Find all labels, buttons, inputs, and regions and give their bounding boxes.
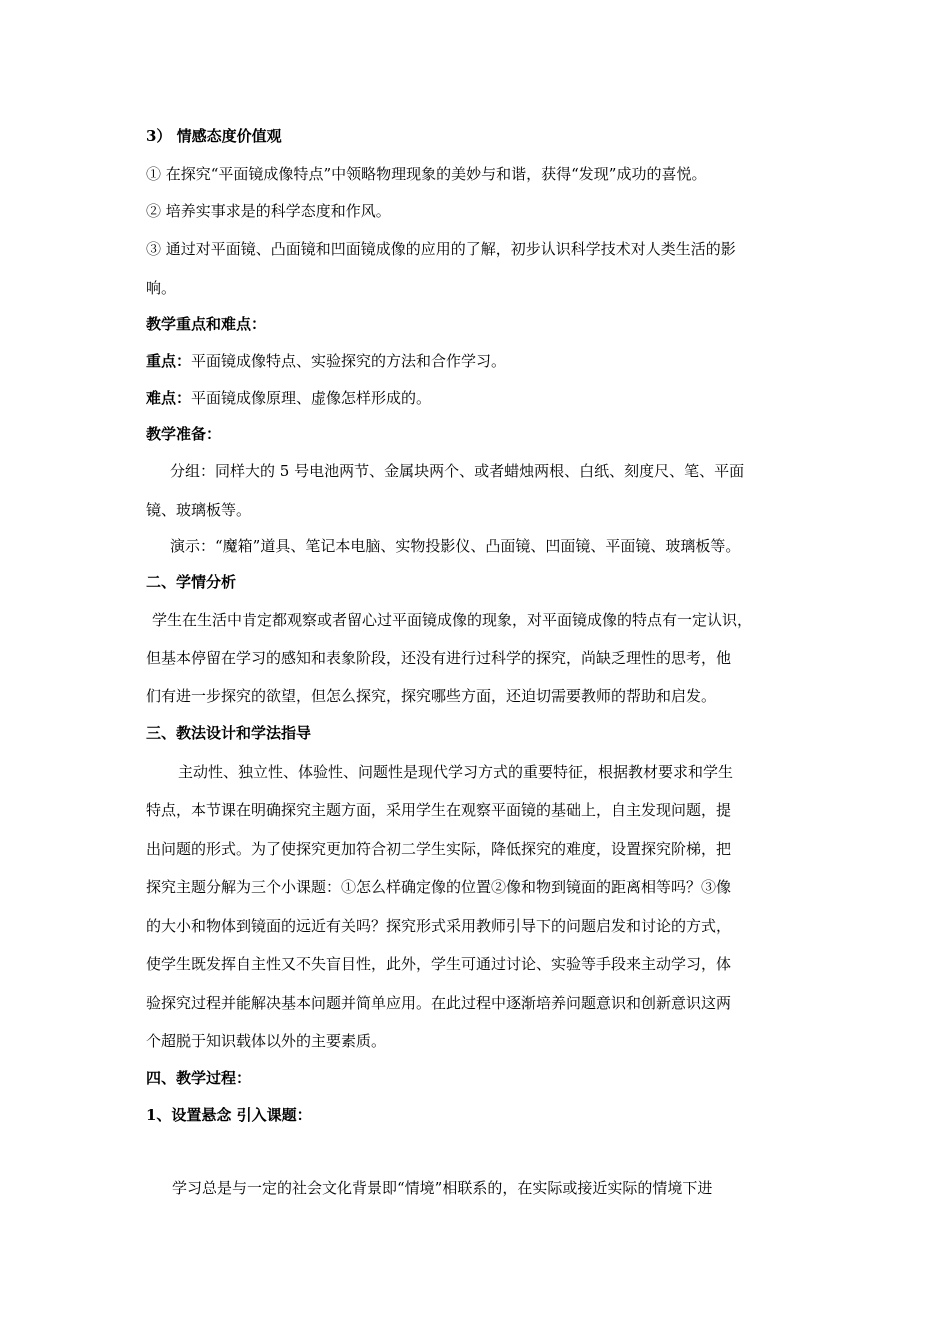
paragraph-line: 主动性、独立性、体验性、问题性是现代学习方式的重要特征，根据教材要求和学生 bbox=[178, 763, 734, 781]
key-point-text: 平面镜成像特点、实验探究的方法和合作学习。 bbox=[191, 352, 507, 370]
section-heading-method-design: 三、教法设计和学法指导 bbox=[146, 724, 312, 742]
paragraph-line: 们有进一步探究的欲望，但怎么探究，探究哪些方面，还迫切需要教师的帮助和启发。 bbox=[146, 687, 717, 705]
paragraph-line: 的大小和物体到镜面的远近有关吗？探究形式采用教师引导下的问题启发和讨论的方式， bbox=[146, 917, 732, 935]
paragraph-line: 学生在生活中肯定都观察或者留心过平面镜成像的现象，对平面镜成像的特点有一定认识， bbox=[152, 611, 753, 629]
paragraph-line: 特点，本节课在明确探究主题方面，采用学生在观察平面镜的基础上，自主发现问题，提 bbox=[146, 801, 732, 819]
paragraph-line: ③ 通过对平面镜、凸面镜和凹面镜成像的应用的了解，初步认识科学技术对人类生活的影 bbox=[146, 240, 736, 258]
paragraph-line: 探究主题分解为三个小课题：①怎么样确定像的位置②像和物到镜面的距离相等吗？③像 bbox=[146, 878, 732, 896]
paragraph-line: 响。 bbox=[146, 279, 177, 297]
paragraph-line: 镜、玻璃板等。 bbox=[146, 501, 252, 519]
paragraph-line: ① 在探究“平面镜成像特点”中领略物理现象的美妙与和谐，获得“发现”成功的喜悦。 bbox=[146, 165, 707, 183]
paragraph-line: 学习总是与一定的社会文化背景即“情境”相联系的，在实际或接近实际的情境下进 bbox=[172, 1179, 713, 1197]
paragraph-line: ② 培养实事求是的科学态度和作风。 bbox=[146, 202, 391, 220]
key-point-label: 重点： bbox=[146, 352, 192, 370]
paragraph-line: 但基本停留在学习的感知和表象阶段，还没有进行过科学的探究，尚缺乏理性的思考，他 bbox=[146, 649, 732, 667]
paragraph-line: 验探究过程并能解决基本问题并简单应用。在此过程中逐渐培养问题意识和创新意识这两 bbox=[146, 994, 732, 1012]
difficulty-label: 难点： bbox=[146, 389, 192, 407]
paragraph-line: 演示：“魔箱”道具、笔记本电脑、实物投影仪、凸面镜、凹面镜、平面镜、玻璃板等。 bbox=[170, 537, 741, 555]
paragraph-line: 个超脱于知识载体以外的主要素质。 bbox=[146, 1032, 387, 1050]
section-heading-attitude: 3） 情感态度价值观 bbox=[146, 127, 282, 145]
difficulty-text: 平面镜成像原理、虚像怎样形成的。 bbox=[191, 389, 432, 407]
paragraph-line: 出问题的形式。为了使探究更加符合初二学生实际，降低探究的难度，设置探究阶梯，把 bbox=[146, 840, 732, 858]
paragraph-line: 使学生既发挥自主性又不失盲目性，此外，学生可通过讨论、实验等手段来主动学习，体 bbox=[146, 955, 732, 973]
section-heading-preparation: 教学准备： bbox=[146, 425, 222, 443]
paragraph-line: 分组：同样大的 5 号电池两节、金属块两个、或者蜡烛两根、白纸、刻度尺、笔、平面 bbox=[170, 462, 745, 480]
key-point-line bbox=[146, 351, 506, 371]
difficulty-line bbox=[146, 388, 431, 408]
section-heading-student-analysis: 二、学情分析 bbox=[146, 573, 237, 591]
section-heading-teaching-process: 四、教学过程： bbox=[146, 1069, 252, 1087]
section-heading-key-points: 教学重点和难点： bbox=[146, 315, 267, 333]
subsection-heading-intro: 1、设置悬念 引入课题： bbox=[146, 1106, 312, 1124]
